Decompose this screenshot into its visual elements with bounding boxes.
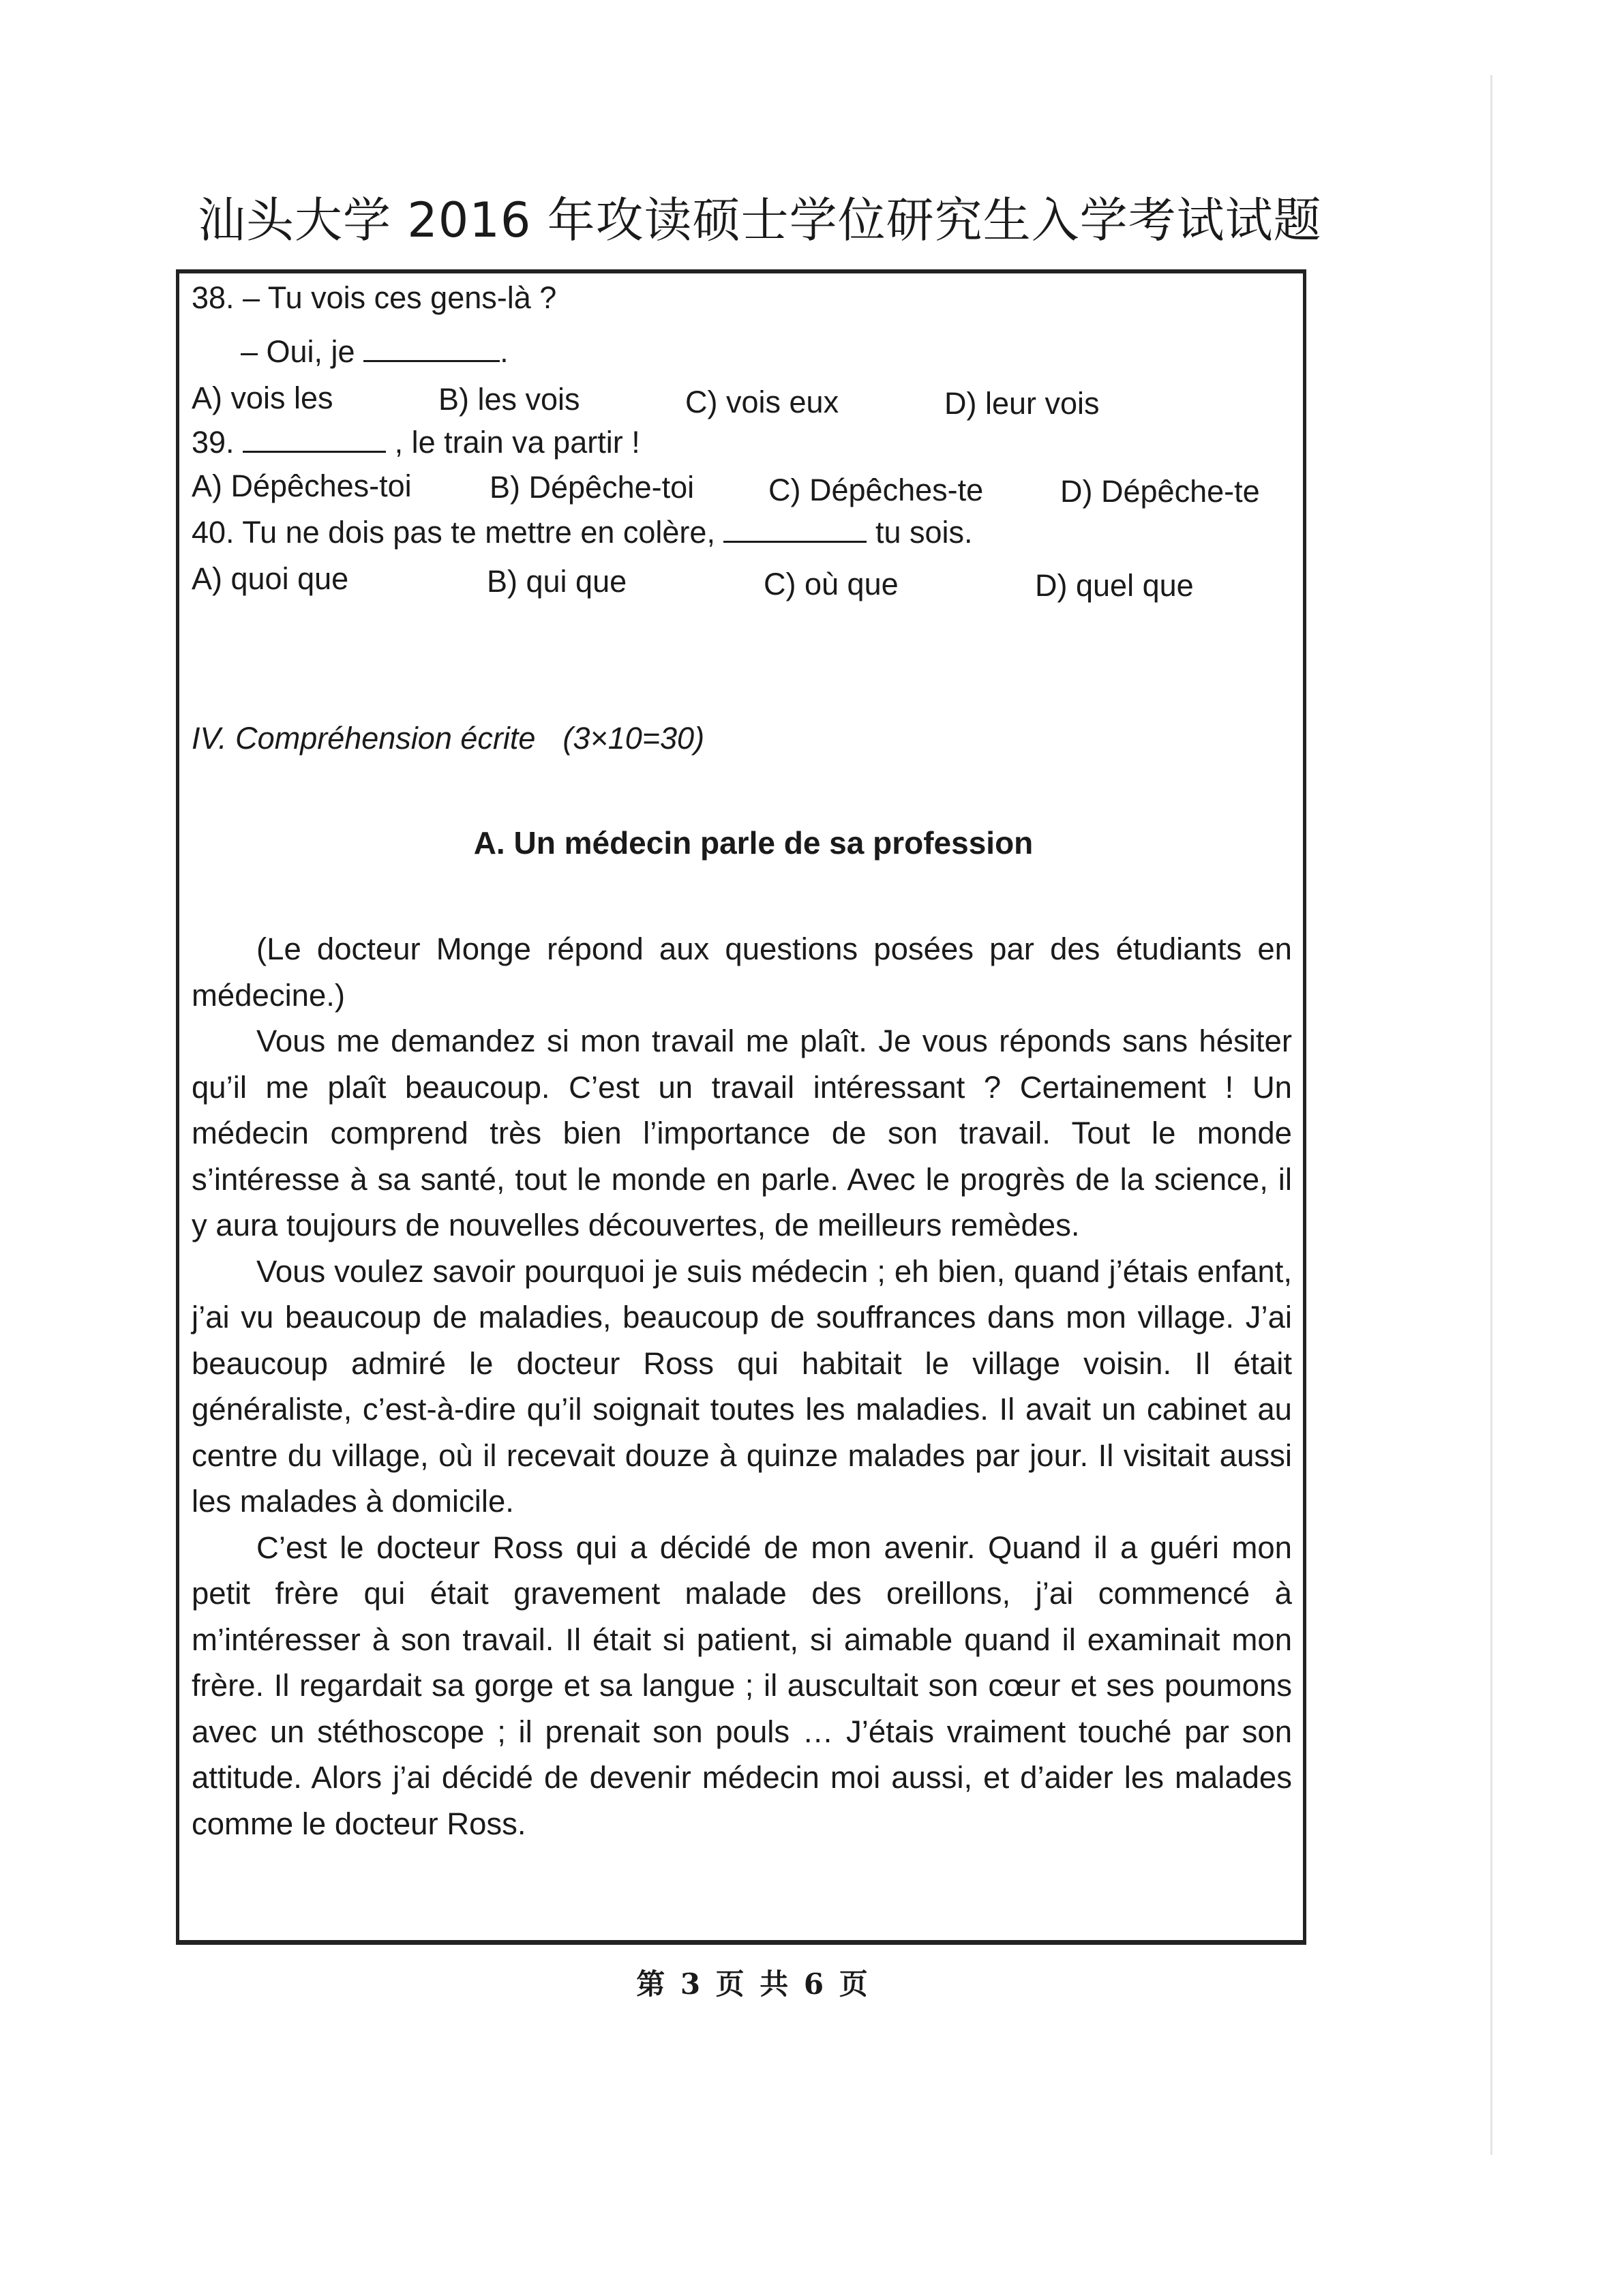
page-number: 第 3 页 共 6 页 — [636, 1967, 871, 2001]
question-40-option-b: B) qui que — [487, 564, 627, 599]
answer-blank — [243, 422, 386, 453]
question-38-stem: 38. – Tu vois ces gens-là ? — [192, 280, 557, 315]
question-39-option-b: B) Dépêche-toi — [490, 470, 695, 505]
question-39-option-d: D) Dépêche-te — [1060, 474, 1260, 509]
question-40-option-c: C) où que — [764, 567, 899, 601]
question-38-option-a: A) vois les — [192, 381, 333, 415]
question-38-option-c: C) vois eux — [685, 385, 839, 419]
section-score: (3×10=30) — [562, 721, 705, 756]
question-39-option-c: C) Dépêches-te — [768, 473, 984, 507]
reading-passage — [192, 926, 1292, 1847]
question-40-option-d: D) quel que — [1035, 568, 1194, 603]
question-40-stem — [192, 511, 973, 554]
question-40-stem-after: tu sois. — [867, 515, 973, 550]
exam-title: 汕头大学 2016 年攻读硕士学位研究生入学考试试题 — [198, 192, 1322, 248]
passage-paragraph: (Le docteur Monge répond aux questions posées par des étudiants en médecine.) — [192, 931, 1292, 1013]
question-38-response-before: – Oui, je — [241, 334, 364, 369]
section-heading — [192, 717, 704, 760]
passage-paragraph: C’est le docteur Ross qui a décidé de mon avenir. Quand il a guéri mon petit frère qui était gravement malade des oreillons, j’ai commencé à m’intéresser à son travail. Il était si patient, si aimable quand il examinait mon frère. Il regardait sa gorge et sa langue ; il auscultait son cœur et ses poumons avec un stéthoscope ; il prenait son pouls … J’étais vraiment touché par son attitude. Alors j’ai décidé de devenir médecin moi aussi, et d’aider les malades comme le docteur Ross. — [192, 1530, 1292, 1841]
answer-blank — [363, 331, 500, 362]
question-40-stem-before: 40. Tu ne dois pas te mettre en colère, — [192, 515, 724, 550]
question-39-stem-before: 39. — [192, 425, 243, 460]
answer-blank — [723, 512, 867, 543]
question-39-stem — [192, 421, 640, 464]
passage-paragraph: Vous me demandez si mon travail me plaît. Je vous réponds sans hésiter qu’il me plaît beaucoup. C’est un travail intéressant ? Certainement ! Un médecin comprend très bien l’importance de son travail. Tout le monde s’intéresse à sa santé, tout le monde en parle. Avec le progrès de la science, il y aura toujours de nouvelles découvertes, de meilleurs remèdes. — [192, 1024, 1292, 1242]
question-38-response — [241, 331, 509, 373]
passage-title: A. Un médecin parle de sa profession — [473, 825, 1034, 861]
section-heading-label: IV. Compréhension écrite — [192, 721, 536, 756]
question-38-response-after: . — [500, 334, 509, 369]
question-39-option-a: A) Dépêches-toi — [192, 468, 412, 503]
question-38-option-d: D) leur vois — [944, 386, 1100, 421]
question-39-stem-after: , le train va partir ! — [386, 425, 640, 460]
question-40-option-a: A) quoi que — [192, 561, 349, 596]
passage-paragraph: Vous voulez savoir pourquoi je suis médecin ; eh bien, quand j’étais enfant, j’ai vu beaucoup de maladies, beaucoup de souffrances dans mon village. J’ai beaucoup admiré le docteur Ross qui habitait le village voisin. Il était généraliste, c’est-à-dire qu’il soignait toutes les maladies. Il avait un cabinet au centre du village, où il recevait douze à quinze malades par jour. Il visitait aussi les malades à domicile. — [192, 1253, 1292, 1519]
question-38-option-b: B) les vois — [438, 382, 580, 417]
scan-edge-shadow — [1490, 75, 1492, 2155]
